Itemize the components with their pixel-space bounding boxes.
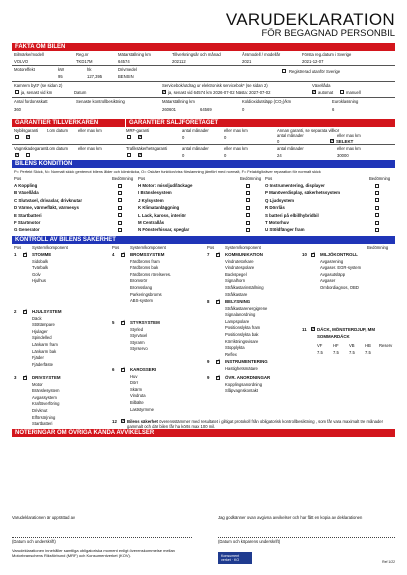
control-group-title: DRIVSYSTEM bbox=[32, 375, 61, 380]
condition-item: I Bränslesystem bbox=[138, 190, 172, 196]
control-item: Avgaser. EGR-system bbox=[320, 265, 362, 271]
control-item: Spindelled bbox=[32, 335, 52, 341]
control-item: Stöttämpare bbox=[32, 322, 55, 328]
control-item: Elförsörjning bbox=[32, 414, 56, 420]
control-item: Laststyrmme bbox=[130, 406, 154, 412]
logo-line1: Konsument bbox=[221, 554, 240, 558]
control-group-checkbox[interactable] bbox=[216, 376, 220, 380]
control-item: Styrled bbox=[130, 326, 144, 332]
control-item: Tvärbalk bbox=[32, 265, 49, 271]
condition-rating-checkbox[interactable] bbox=[246, 206, 250, 210]
control-item: Länkarm fram bbox=[32, 342, 58, 347]
control-item: Hastighetsmätare bbox=[225, 365, 258, 371]
tires-val-vf: 7.5 bbox=[317, 350, 323, 355]
control-item: Vindrutespolare bbox=[225, 265, 255, 271]
control-item: Golv bbox=[32, 271, 41, 277]
cond-header-rating-1: Bedömning bbox=[112, 176, 134, 181]
footer-text: Varudeklarationen innehåller samtliga obligatoriska moment enligt överenskommelse mellan Motorbranschens Riksförbund (MRF) och Konsumentverket (KOV). bbox=[12, 548, 175, 558]
value-timing-belt: ja, senast vid km bbox=[21, 90, 53, 95]
guarantee-block bbox=[12, 128, 395, 160]
logo-line2: verket · KO bbox=[221, 558, 240, 562]
cond-header-rating-3: Bedömning bbox=[369, 176, 391, 181]
control-item: Bromsslang bbox=[130, 285, 153, 290]
control-item: Signalanordning bbox=[225, 312, 256, 318]
g-label-body: Vagnskadegaranti bbox=[14, 146, 48, 151]
control-item: Däck bbox=[32, 315, 42, 321]
condition-item: T Motorhuv bbox=[265, 220, 289, 225]
condition-rating-checkbox[interactable] bbox=[118, 198, 122, 202]
form-version: Ref 1/22 bbox=[382, 560, 395, 564]
condition-rating-checkbox[interactable] bbox=[375, 206, 379, 210]
g-label-traffic: Trafiksäkerhetsgaranti bbox=[126, 146, 168, 151]
value-hk: 127,395 bbox=[87, 74, 103, 79]
label-fuel: Drivmedel bbox=[118, 67, 137, 72]
value-euro: 6 bbox=[332, 107, 335, 112]
tires-col-hf: HF bbox=[333, 343, 339, 348]
control-item: Bromsrör bbox=[130, 278, 148, 284]
control-group-checkbox[interactable] bbox=[216, 253, 220, 257]
value-regnr: TKD17M bbox=[76, 59, 93, 64]
seller-guarantee-header: GARANTIER TILLVERKAREN bbox=[12, 119, 125, 127]
ctrl-header-sys-3: System/komponent bbox=[225, 245, 261, 250]
label-hk: hk bbox=[87, 67, 92, 72]
traffic-guarantee-yes[interactable] bbox=[138, 153, 142, 157]
g-value-row2-km: 30000 bbox=[337, 153, 349, 158]
control-item: Vindrutetorkare bbox=[225, 258, 254, 264]
control-group-number: 7 bbox=[207, 252, 210, 257]
seller-signature-line[interactable] bbox=[12, 537, 192, 538]
label-manufactured: Tillverkningsår och månad bbox=[172, 52, 221, 57]
control-item: Strålkastarinställning bbox=[225, 285, 264, 290]
condition-rating-checkbox[interactable] bbox=[118, 191, 122, 195]
control-item: Hjulager bbox=[32, 328, 48, 334]
tires-season: SOMMARDÄCK bbox=[317, 334, 350, 339]
label-mileage: Mätarställning km bbox=[118, 52, 151, 57]
condition-item: C Slutväxel, drivaxlar, drivknutar bbox=[14, 197, 83, 203]
control-item: Hjulhus bbox=[32, 278, 46, 284]
g-label-new-date: t.om datum bbox=[47, 128, 68, 133]
control-item: Styrväxel bbox=[130, 333, 148, 339]
condition-item: M Centrallås bbox=[138, 220, 165, 225]
control-group-title: BROMSSYSTEM bbox=[130, 252, 165, 257]
control-item: Färdbroms bak bbox=[130, 265, 159, 271]
condition-rating-checkbox[interactable] bbox=[246, 184, 250, 188]
control-group-checkbox[interactable] bbox=[23, 310, 27, 314]
g-label-row2-km: eller max km bbox=[337, 146, 361, 151]
facts-block bbox=[12, 52, 395, 126]
control-item: Styrservo bbox=[130, 346, 148, 352]
label-tax: Antal fordonsskatt bbox=[14, 99, 48, 104]
control-item: Kraftöverföring bbox=[32, 401, 60, 407]
body-guarantee-yes[interactable] bbox=[26, 153, 30, 157]
condition-section-header: BILENS KONDITION bbox=[12, 160, 395, 168]
condition-item: E Startbatteri bbox=[14, 212, 42, 218]
g-label-new-km: eller max km bbox=[78, 128, 102, 133]
control-item: Parkeringsbroms bbox=[130, 291, 162, 297]
condition-item: U Stöldfänger fram bbox=[265, 227, 305, 233]
control-group-title: BELYSNING bbox=[225, 299, 251, 304]
condition-item: O Instrumentering, displayer bbox=[265, 183, 325, 188]
service-book-checkbox[interactable] bbox=[162, 90, 166, 94]
mrf-guarantee-no[interactable] bbox=[127, 135, 131, 139]
value-inspection-mileage: 64569 bbox=[200, 107, 212, 112]
label-kw: kW bbox=[58, 67, 65, 72]
notes-section-header: NOTERINGAR OM ÖVRIGA KÄNDA AVVIKELSER bbox=[12, 429, 395, 437]
selekt-checkbox[interactable] bbox=[330, 139, 334, 143]
safety-note-checkbox[interactable] bbox=[121, 419, 125, 423]
mrf-guarantee-yes[interactable] bbox=[138, 135, 142, 139]
control-group-number: 8 bbox=[207, 299, 210, 304]
control-item: Huv bbox=[130, 373, 138, 379]
label-gearbox: Växellåda bbox=[312, 83, 331, 88]
ctrl-header-rating: Bedömning bbox=[367, 245, 389, 250]
control-item: Ombordiagnos, OBD bbox=[320, 285, 359, 290]
new-car-guarantee-no[interactable] bbox=[15, 135, 19, 139]
control-group-checkbox[interactable] bbox=[311, 253, 315, 257]
tires-checkbox[interactable] bbox=[311, 327, 315, 331]
control-group-title: INSTRUMENTERING bbox=[225, 359, 268, 364]
control-group-title: STYRSYSTEM bbox=[130, 320, 160, 325]
cond-header-pos-3: Pos bbox=[265, 176, 273, 181]
control-item: Fjäder bbox=[32, 355, 44, 361]
label-model-year: Årsmodell / modellår bbox=[242, 52, 281, 57]
g-label-traffic-months: antal månader bbox=[182, 146, 209, 151]
g-value-other-months: 0 bbox=[277, 139, 280, 144]
control-item: Skärm bbox=[130, 386, 143, 392]
label-power: Motoreffekt bbox=[14, 67, 35, 72]
tires-col-vf: VF bbox=[317, 343, 323, 348]
control-item: Strålkastarenergigrene bbox=[225, 305, 268, 311]
g-label-other-months: antal månader bbox=[277, 133, 304, 138]
control-item: Vindruta bbox=[130, 393, 146, 399]
ctrl-header-sys-1: System/komponent bbox=[32, 245, 68, 250]
tires-col-vb: VB bbox=[349, 343, 355, 348]
condition-item: S batteri på elbil/hybridbil bbox=[265, 212, 319, 218]
control-group-title: KOMMUNIKATION bbox=[225, 252, 263, 257]
g-value-selekt: SELEKT bbox=[336, 139, 354, 144]
g-label-other-km: eller max km bbox=[337, 133, 361, 138]
label-euro: Euroklassning bbox=[332, 99, 359, 104]
label-make: Bilmärke/modell bbox=[14, 52, 44, 57]
value-model-year: 2021 bbox=[242, 59, 252, 64]
control-item: Avgassystem bbox=[32, 394, 57, 400]
value-manufactured: 202112 bbox=[172, 59, 186, 64]
value-tax: 360 bbox=[14, 107, 21, 112]
buyer-signature-line[interactable] bbox=[218, 537, 395, 538]
control-block bbox=[12, 245, 395, 429]
g-value-mrf-months: 0 bbox=[182, 135, 185, 140]
condition-rating-checkbox[interactable] bbox=[375, 221, 379, 225]
title-line1: VARUDEKLARATION bbox=[225, 10, 395, 29]
value-gearbox-auto: automat bbox=[318, 90, 334, 95]
condition-item: B Växellåda bbox=[14, 190, 39, 196]
condition-item: K Klimatanläggning bbox=[138, 205, 180, 211]
control-group-checkbox[interactable] bbox=[216, 300, 220, 304]
control-group-number: 9 bbox=[207, 375, 210, 380]
condition-item: N Fönsterhissar, speglar bbox=[138, 227, 190, 233]
control-group-number: 1 bbox=[14, 252, 17, 257]
condition-rating-checkbox[interactable] bbox=[375, 213, 379, 217]
condition-item: H Motor: missljud/läckage bbox=[138, 183, 193, 188]
control-item: Bilbälte bbox=[130, 400, 144, 405]
control-item: Positionslykta bak bbox=[225, 332, 259, 337]
condition-rating-checkbox[interactable] bbox=[118, 221, 122, 225]
control-group-checkbox[interactable] bbox=[121, 368, 125, 372]
g-value-traffic-km: 0 bbox=[224, 153, 227, 158]
condition-item: R Dörrlås bbox=[265, 205, 285, 211]
tires-num: 11 bbox=[302, 327, 307, 332]
notes-area[interactable] bbox=[12, 437, 395, 507]
control-item: Dörr bbox=[130, 380, 139, 386]
condition-rating-checkbox[interactable] bbox=[118, 184, 122, 188]
control-group-title: STOMME bbox=[32, 252, 52, 257]
value-co2: 0 bbox=[242, 107, 245, 112]
control-item: Styrarm bbox=[130, 339, 145, 345]
gearbox-automatic-checkbox[interactable] bbox=[312, 90, 316, 94]
label-co2: Koldioxidutsläpp (CO₂)/km bbox=[242, 99, 292, 104]
control-item: Drivknut bbox=[32, 408, 48, 413]
page-title bbox=[226, 11, 395, 39]
g-label-mrf: MRF-garanti bbox=[126, 128, 150, 133]
ctrl-header-pos-3: Pos bbox=[207, 245, 215, 250]
control-group-checkbox[interactable] bbox=[121, 253, 125, 257]
condition-rating-checkbox[interactable] bbox=[375, 191, 379, 195]
g-label-new: Nybilsgaranti bbox=[14, 128, 39, 133]
control-item: Motor bbox=[32, 381, 43, 387]
control-group-title: ÖVR. ANORDNINGAR bbox=[225, 375, 271, 380]
safety-note-num: 12 bbox=[112, 419, 117, 424]
value-first-reg: 2021-12-07 bbox=[302, 59, 324, 64]
condition-rating-checkbox[interactable] bbox=[375, 228, 379, 232]
signature-right-sub: (Datum och köparens underskrift) bbox=[218, 539, 281, 544]
control-item: Backspegel bbox=[225, 271, 247, 277]
ctrl-header-pos-2: Pos bbox=[112, 245, 120, 250]
value-timing-belt-date: Datum bbox=[74, 90, 87, 95]
title-line2: FÖR BEGAGNAD PERSONBIL bbox=[261, 28, 395, 39]
signature-right-label: Jag godkänner ovan avgivna avvikelser och har fått en kopia av deklarationen bbox=[218, 515, 363, 520]
control-item: Slåpvagnskontakt bbox=[225, 388, 259, 394]
g-label-other: Annan garanti, se separata villkor bbox=[277, 128, 340, 133]
value-make: VOLVO bbox=[14, 59, 29, 64]
control-item: Avgasutsläpp bbox=[320, 271, 346, 277]
traffic-guarantee-no[interactable] bbox=[127, 153, 131, 157]
label-inspection-mileage: Mätarställning km bbox=[162, 99, 195, 104]
control-item: Stopplykta bbox=[225, 345, 245, 351]
cond-header-pos-1: Pos bbox=[14, 176, 22, 181]
control-group-number: 6 bbox=[112, 367, 115, 372]
control-group-checkbox[interactable] bbox=[23, 253, 27, 257]
g-label-row2-months: antal månader bbox=[277, 146, 304, 151]
control-group-title: MILJÖKONTROLL bbox=[320, 252, 358, 257]
g-label-traffic-km: eller max km bbox=[224, 146, 248, 151]
facts-section-header: FAKTA OM BILEN bbox=[12, 43, 395, 51]
tires-block bbox=[302, 327, 395, 367]
control-item: Färdbroms fram bbox=[130, 258, 160, 264]
condition-rating-checkbox[interactable] bbox=[246, 198, 250, 202]
control-group-checkbox[interactable] bbox=[23, 376, 27, 380]
condition-item: Q Ljudsystem bbox=[265, 197, 295, 203]
g-value-row2-months: 24 bbox=[277, 153, 282, 158]
control-group-number: 9 bbox=[207, 359, 210, 364]
signature-left-sub: (Datum och underskrift) bbox=[12, 539, 56, 544]
condition-rating-checkbox[interactable] bbox=[118, 213, 122, 217]
body-guarantee-no[interactable] bbox=[15, 153, 19, 157]
control-item: Lampspolare bbox=[225, 318, 250, 324]
label-first-reg: Första reg.datum i Sverige bbox=[302, 52, 352, 57]
konsumentverket-logo bbox=[218, 552, 252, 564]
value-inspection-date: 260601 bbox=[162, 107, 176, 112]
control-section-header: KONTROLL AV BILENS SÄKERHET bbox=[12, 236, 395, 244]
control-group-checkbox[interactable] bbox=[121, 321, 125, 325]
control-group-number: 2 bbox=[14, 309, 17, 314]
ctrl-header-pos-1: Pos bbox=[14, 245, 22, 250]
label-inspection: Senaste kontrollbesiktning bbox=[76, 99, 125, 104]
control-item: Sidobalk bbox=[32, 258, 49, 264]
control-group-number: 5 bbox=[112, 320, 115, 325]
condition-item: P Manöverdisplay, säkerhetssystem bbox=[265, 190, 341, 196]
tires-col-reserve: Reserv bbox=[379, 343, 393, 348]
g-label-mrf-km: eller max km bbox=[224, 128, 248, 133]
condition-item: D Värme, värmefläkt, värmesys bbox=[14, 205, 79, 211]
value-service-book: ja, senast vid 64574 km 2026-07-02 Nästa: 2027-07-02 bbox=[168, 90, 271, 95]
label-service-book: Servicebok/utdrag ur elektronisk servicebok* (se sidan 2) bbox=[162, 83, 268, 88]
new-car-guarantee-yes[interactable] bbox=[26, 135, 30, 139]
gearbox-manual-checkbox[interactable] bbox=[340, 90, 344, 94]
tires-val-vb: 7.5 bbox=[349, 350, 355, 355]
condition-rating-checkbox[interactable] bbox=[375, 184, 379, 188]
value-kw: 95 bbox=[58, 74, 63, 79]
tires-val-hf: 7.5 bbox=[333, 350, 339, 355]
g-value-mrf-km: 0 bbox=[224, 135, 227, 140]
tires-col-hb: HB bbox=[365, 343, 371, 348]
condition-rating-checkbox[interactable] bbox=[118, 206, 122, 210]
condition-legend: P= Perfekt Skick, N= Normalt skick gentemot bilens ålder och körsträcka, O= Oskäer funktion/viss förslamning jämfört med normalt, F= Felaktig/kräver reparation för normalt skick bbox=[14, 169, 321, 174]
control-group-number: 3 bbox=[14, 375, 17, 380]
condition-rating-checkbox[interactable] bbox=[246, 228, 250, 232]
registered-abroad-label: Registrerad utanför Sverige bbox=[289, 69, 341, 74]
dealer-guarantee-header: GARANTIER SÄLJFÖRETAGET bbox=[126, 119, 395, 127]
control-item: Länkarm bak bbox=[32, 348, 57, 354]
control-item: Strålkastare bbox=[225, 291, 248, 297]
control-item: Bränslesystem bbox=[32, 388, 60, 394]
condition-item: J Kylsystem bbox=[138, 197, 164, 203]
control-item: Signalhorn bbox=[225, 278, 246, 284]
label-timing-belt: Kamrem bytt* (se sidan 2) bbox=[14, 83, 63, 88]
condition-item: A Koppling bbox=[14, 183, 38, 188]
control-group-checkbox[interactable] bbox=[216, 360, 220, 364]
registered-abroad-checkbox[interactable] bbox=[282, 69, 286, 73]
control-item: Körriktningsvisare bbox=[225, 338, 259, 344]
control-item: Färdbroms rörelseres. bbox=[130, 271, 172, 277]
ctrl-header-sys-2: System/komponent bbox=[130, 245, 166, 250]
control-item: Positionslykta fram bbox=[225, 325, 261, 331]
control-item: Fjäderfäste bbox=[32, 361, 53, 367]
tires-val-hb: 7.5 bbox=[365, 350, 371, 355]
condition-item: F Startmotor bbox=[14, 220, 41, 225]
control-item: Avgasrening bbox=[320, 258, 344, 264]
signature-left-label: Varudeklarationen är upprättad av bbox=[12, 515, 76, 520]
tires-title: DÄCK, MÖNSTERDJUP, MM bbox=[317, 327, 375, 332]
control-group-number: 4 bbox=[112, 252, 115, 257]
condition-item: L Lack, kaross, interiör bbox=[138, 212, 186, 218]
g-label-mrf-months: antal månader bbox=[182, 128, 209, 133]
cond-header-rating-2: Bedömning bbox=[240, 176, 262, 181]
control-item: Startbatteri bbox=[32, 421, 53, 427]
condition-rating-checkbox[interactable] bbox=[118, 228, 122, 232]
condition-rating-checkbox[interactable] bbox=[375, 198, 379, 202]
condition-rating-checkbox[interactable] bbox=[246, 191, 250, 195]
value-gearbox-manual: manuell bbox=[346, 90, 361, 95]
condition-item: G Generator bbox=[14, 227, 40, 233]
g-value-traffic-months: 0 bbox=[182, 153, 185, 158]
label-regnr: Reg.nr bbox=[76, 52, 89, 57]
control-item: Reflex bbox=[225, 351, 237, 357]
g-label-body-date: t.om datum bbox=[47, 146, 68, 151]
condition-rating-checkbox[interactable] bbox=[246, 213, 250, 217]
control-group-title: KAROSSERI bbox=[130, 367, 157, 372]
safety-note-bold: Bilens säkerhet bbox=[127, 419, 158, 424]
value-mileage: 64574 bbox=[118, 59, 130, 64]
control-group-number: 10 bbox=[302, 252, 307, 257]
value-fuel: BENSIN bbox=[118, 74, 134, 79]
timing-belt-checkbox[interactable] bbox=[15, 90, 19, 94]
control-item: ABS-system bbox=[130, 298, 154, 304]
condition-rating-checkbox[interactable] bbox=[246, 221, 250, 225]
control-item: Avgaser bbox=[320, 278, 336, 284]
cond-header-pos-2: Pos bbox=[138, 176, 146, 181]
control-item: Kopplingsanordning bbox=[225, 381, 263, 387]
control-group-title: HJULSYSTEM bbox=[32, 309, 62, 314]
safety-note-text: överensstämmer med resultatet i giltigat protokoll från obligatorisk kontrollbesiktning , som får vara maximalt tre månader gammalt och där bilen får ha körts max 100 mil. bbox=[127, 419, 384, 429]
g-label-body-km: eller max km bbox=[78, 146, 102, 151]
